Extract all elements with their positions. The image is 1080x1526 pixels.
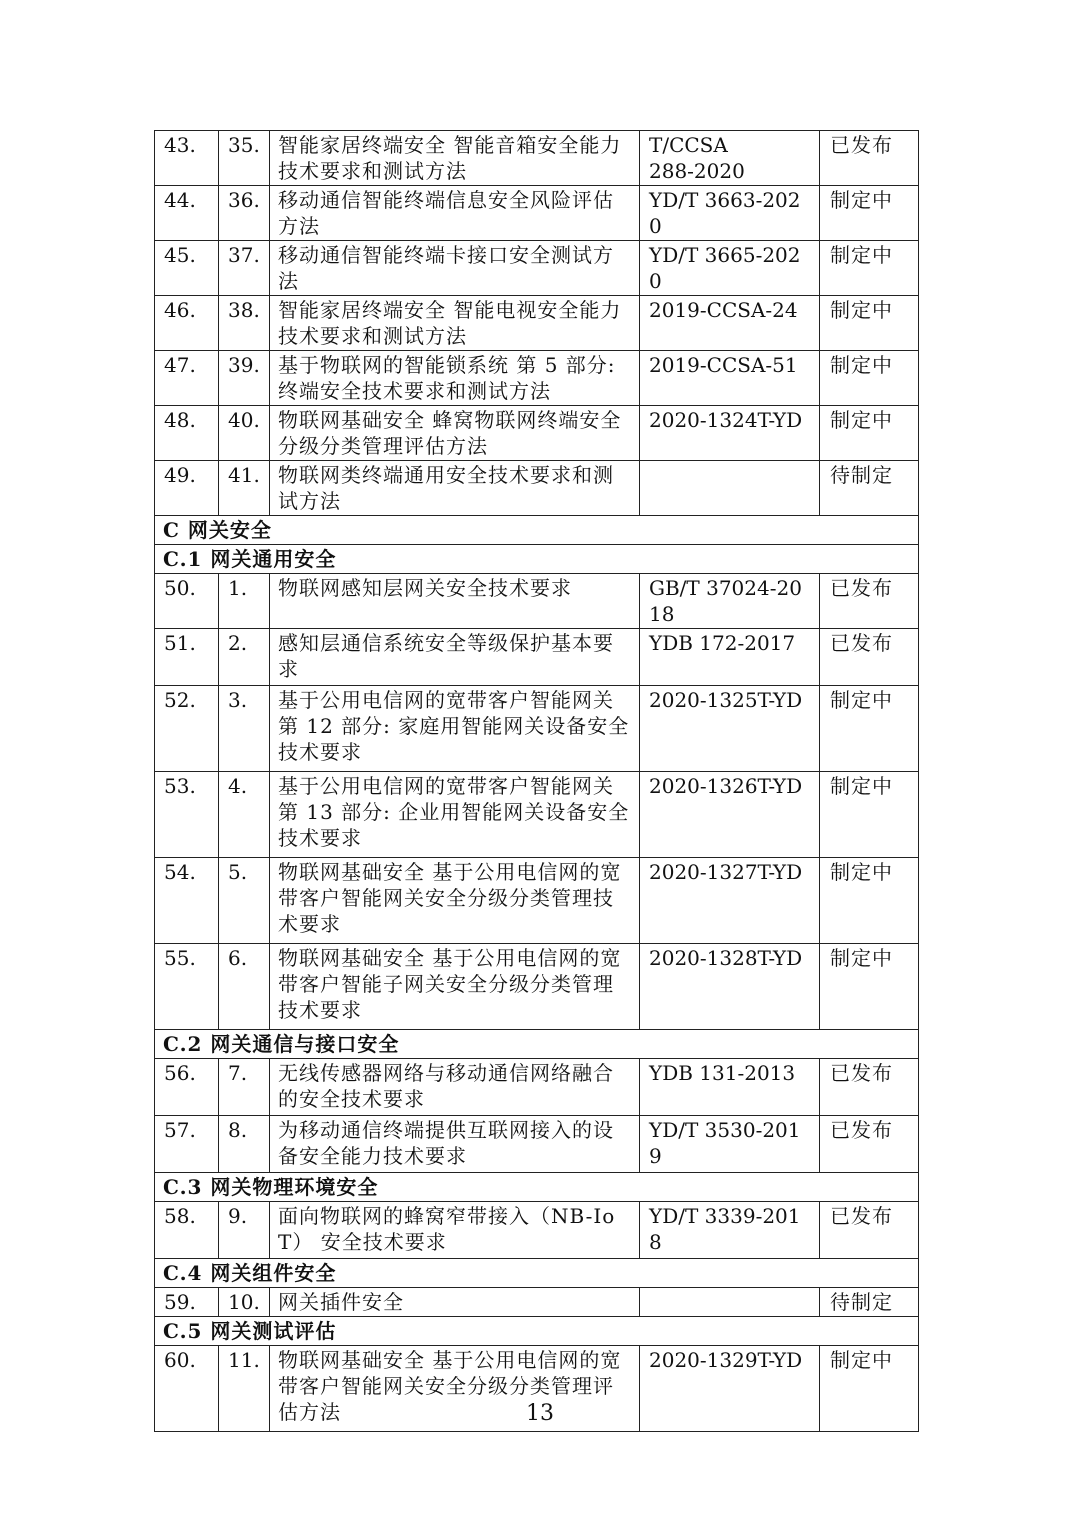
section-heading: C.5 网关测试评估 bbox=[155, 1317, 919, 1346]
standard-code-cell: YD/T 3663-2020 bbox=[640, 186, 820, 241]
standard-name-cell: 基于公用电信网的宽带客户智能网关 第 13 部分: 企业用智能网关设备安全技术要求 bbox=[270, 772, 640, 858]
status-cell: 待制定 bbox=[820, 1288, 919, 1317]
serial-number-cell: 50. bbox=[155, 574, 219, 629]
table-row bbox=[155, 241, 919, 296]
status-cell: 制定中 bbox=[820, 772, 919, 858]
table-row bbox=[155, 406, 919, 461]
table-row bbox=[155, 296, 919, 351]
section-heading: C 网关安全 bbox=[155, 516, 919, 545]
section-row bbox=[155, 1030, 919, 1059]
standard-name-cell: 感知层通信系统安全等级保护基本要求 bbox=[270, 629, 640, 686]
standard-name-cell: 基于物联网的智能锁系统 第 5 部分: 终端安全技术要求和测试方法 bbox=[270, 351, 640, 406]
table-row bbox=[155, 1288, 919, 1317]
section-row bbox=[155, 516, 919, 545]
section-heading: C.3 网关物理环境安全 bbox=[155, 1173, 919, 1202]
standard-code-cell: 2019-CCSA-51 bbox=[640, 351, 820, 406]
section-heading: C.1 网关通用安全 bbox=[155, 545, 919, 574]
section-row bbox=[155, 545, 919, 574]
sub-number-cell: 35. bbox=[219, 131, 270, 186]
sub-number-cell: 4. bbox=[219, 772, 270, 858]
section-row bbox=[155, 1259, 919, 1288]
sub-number-cell: 1. bbox=[219, 574, 270, 629]
sub-number-cell: 8. bbox=[219, 1116, 270, 1173]
sub-number-cell: 37. bbox=[219, 241, 270, 296]
serial-number-cell: 55. bbox=[155, 944, 219, 1030]
standard-name-cell: 移动通信智能终端信息安全风险评估方法 bbox=[270, 186, 640, 241]
serial-number-cell: 47. bbox=[155, 351, 219, 406]
serial-number-cell: 46. bbox=[155, 296, 219, 351]
table-row bbox=[155, 461, 919, 516]
standard-name-cell: 智能家居终端安全 智能音箱安全能力技术要求和测试方法 bbox=[270, 131, 640, 186]
table-row bbox=[155, 574, 919, 629]
standard-code-cell: 2020-1325T-YD bbox=[640, 686, 820, 772]
sub-number-cell: 40. bbox=[219, 406, 270, 461]
status-cell: 已发布 bbox=[820, 574, 919, 629]
standard-name-cell: 物联网类终端通用安全技术要求和测试方法 bbox=[270, 461, 640, 516]
sub-number-cell: 10. bbox=[219, 1288, 270, 1317]
section-heading: C.2 网关通信与接口安全 bbox=[155, 1030, 919, 1059]
status-cell: 制定中 bbox=[820, 858, 919, 944]
status-cell: 制定中 bbox=[820, 296, 919, 351]
serial-number-cell: 58. bbox=[155, 1202, 219, 1259]
standard-name-cell: 智能家居终端安全 智能电视安全能力技术要求和测试方法 bbox=[270, 296, 640, 351]
status-cell: 制定中 bbox=[820, 1346, 919, 1432]
serial-number-cell: 54. bbox=[155, 858, 219, 944]
standard-code-cell: YD/T 3665-2020 bbox=[640, 241, 820, 296]
standard-code-cell: T/CCSA 288-2020 bbox=[640, 131, 820, 186]
serial-number-cell: 45. bbox=[155, 241, 219, 296]
standard-code-cell: 2020-1326T-YD bbox=[640, 772, 820, 858]
table-row bbox=[155, 1202, 919, 1259]
standard-code-cell: 2019-CCSA-24 bbox=[640, 296, 820, 351]
status-cell: 待制定 bbox=[820, 461, 919, 516]
table-row bbox=[155, 1059, 919, 1116]
table-row bbox=[155, 686, 919, 772]
status-cell: 制定中 bbox=[820, 186, 919, 241]
standard-code-cell: 2020-1327T-YD bbox=[640, 858, 820, 944]
standard-name-cell: 物联网基础安全 蜂窝物联网终端安全分级分类管理评估方法 bbox=[270, 406, 640, 461]
table-row bbox=[155, 351, 919, 406]
sub-number-cell: 7. bbox=[219, 1059, 270, 1116]
table-row bbox=[155, 944, 919, 1030]
standard-name-cell: 无线传感器网络与移动通信网络融合的安全技术要求 bbox=[270, 1059, 640, 1116]
sub-number-cell: 39. bbox=[219, 351, 270, 406]
section-row bbox=[155, 1173, 919, 1202]
sub-number-cell: 41. bbox=[219, 461, 270, 516]
sub-number-cell: 6. bbox=[219, 944, 270, 1030]
table-row bbox=[155, 629, 919, 686]
status-cell: 制定中 bbox=[820, 944, 919, 1030]
standard-code-cell: GB/T 37024-2018 bbox=[640, 574, 820, 629]
serial-number-cell: 51. bbox=[155, 629, 219, 686]
standard-code-cell: 2020-1329T-YD bbox=[640, 1346, 820, 1432]
section-heading: C.4 网关组件安全 bbox=[155, 1259, 919, 1288]
serial-number-cell: 56. bbox=[155, 1059, 219, 1116]
standard-name-cell: 移动通信智能终端卡接口安全测试方法 bbox=[270, 241, 640, 296]
sub-number-cell: 11. bbox=[219, 1346, 270, 1432]
standard-code-cell bbox=[640, 1288, 820, 1317]
standard-name-cell: 物联网基础安全 基于公用电信网的宽带客户智能网关安全分级分类管理评估方法 bbox=[270, 1346, 640, 1432]
standard-code-cell: YD/T 3530-2019 bbox=[640, 1116, 820, 1173]
standard-code-cell bbox=[640, 461, 820, 516]
serial-number-cell: 59. bbox=[155, 1288, 219, 1317]
standard-name-cell: 面向物联网的蜂窝窄带接入（NB-IoT） 安全技术要求 bbox=[270, 1202, 640, 1259]
standards-table bbox=[154, 130, 919, 1432]
serial-number-cell: 44. bbox=[155, 186, 219, 241]
serial-number-cell: 57. bbox=[155, 1116, 219, 1173]
sub-number-cell: 2. bbox=[219, 629, 270, 686]
table-row bbox=[155, 1116, 919, 1173]
table-row bbox=[155, 858, 919, 944]
standard-code-cell: 2020-1324T-YD bbox=[640, 406, 820, 461]
status-cell: 已发布 bbox=[820, 1202, 919, 1259]
serial-number-cell: 48. bbox=[155, 406, 219, 461]
standard-name-cell: 物联网感知层网关安全技术要求 bbox=[270, 574, 640, 629]
standard-code-cell: YD/T 3339-2018 bbox=[640, 1202, 820, 1259]
sub-number-cell: 9. bbox=[219, 1202, 270, 1259]
table-row bbox=[155, 772, 919, 858]
standard-name-cell: 为移动通信终端提供互联网接入的设备安全能力技术要求 bbox=[270, 1116, 640, 1173]
standard-name-cell: 物联网基础安全 基于公用电信网的宽带客户智能子网关安全分级分类管理技术要求 bbox=[270, 944, 640, 1030]
serial-number-cell: 43. bbox=[155, 131, 219, 186]
standard-code-cell: YDB 172-2017 bbox=[640, 629, 820, 686]
table-row bbox=[155, 131, 919, 186]
table-row bbox=[155, 186, 919, 241]
section-row bbox=[155, 1317, 919, 1346]
sub-number-cell: 3. bbox=[219, 686, 270, 772]
status-cell: 已发布 bbox=[820, 131, 919, 186]
status-cell: 制定中 bbox=[820, 241, 919, 296]
status-cell: 制定中 bbox=[820, 406, 919, 461]
standard-code-cell: YDB 131-2013 bbox=[640, 1059, 820, 1116]
standards-table-body bbox=[155, 131, 919, 1432]
status-cell: 已发布 bbox=[820, 629, 919, 686]
status-cell: 制定中 bbox=[820, 351, 919, 406]
standard-code-cell: 2020-1328T-YD bbox=[640, 944, 820, 1030]
sub-number-cell: 5. bbox=[219, 858, 270, 944]
standard-name-cell: 物联网基础安全 基于公用电信网的宽带客户智能网关安全分级分类管理技术要求 bbox=[270, 858, 640, 944]
serial-number-cell: 49. bbox=[155, 461, 219, 516]
sub-number-cell: 36. bbox=[219, 186, 270, 241]
sub-number-cell: 38. bbox=[219, 296, 270, 351]
page-number: 13 bbox=[526, 1401, 554, 1426]
status-cell: 已发布 bbox=[820, 1116, 919, 1173]
serial-number-cell: 52. bbox=[155, 686, 219, 772]
standard-name-cell: 基于公用电信网的宽带客户智能网关 第 12 部分: 家庭用智能网关设备安全技术要求 bbox=[270, 686, 640, 772]
serial-number-cell: 60. bbox=[155, 1346, 219, 1432]
status-cell: 已发布 bbox=[820, 1059, 919, 1116]
serial-number-cell: 53. bbox=[155, 772, 219, 858]
status-cell: 制定中 bbox=[820, 686, 919, 772]
standard-name-cell: 网关插件安全 bbox=[270, 1288, 640, 1317]
